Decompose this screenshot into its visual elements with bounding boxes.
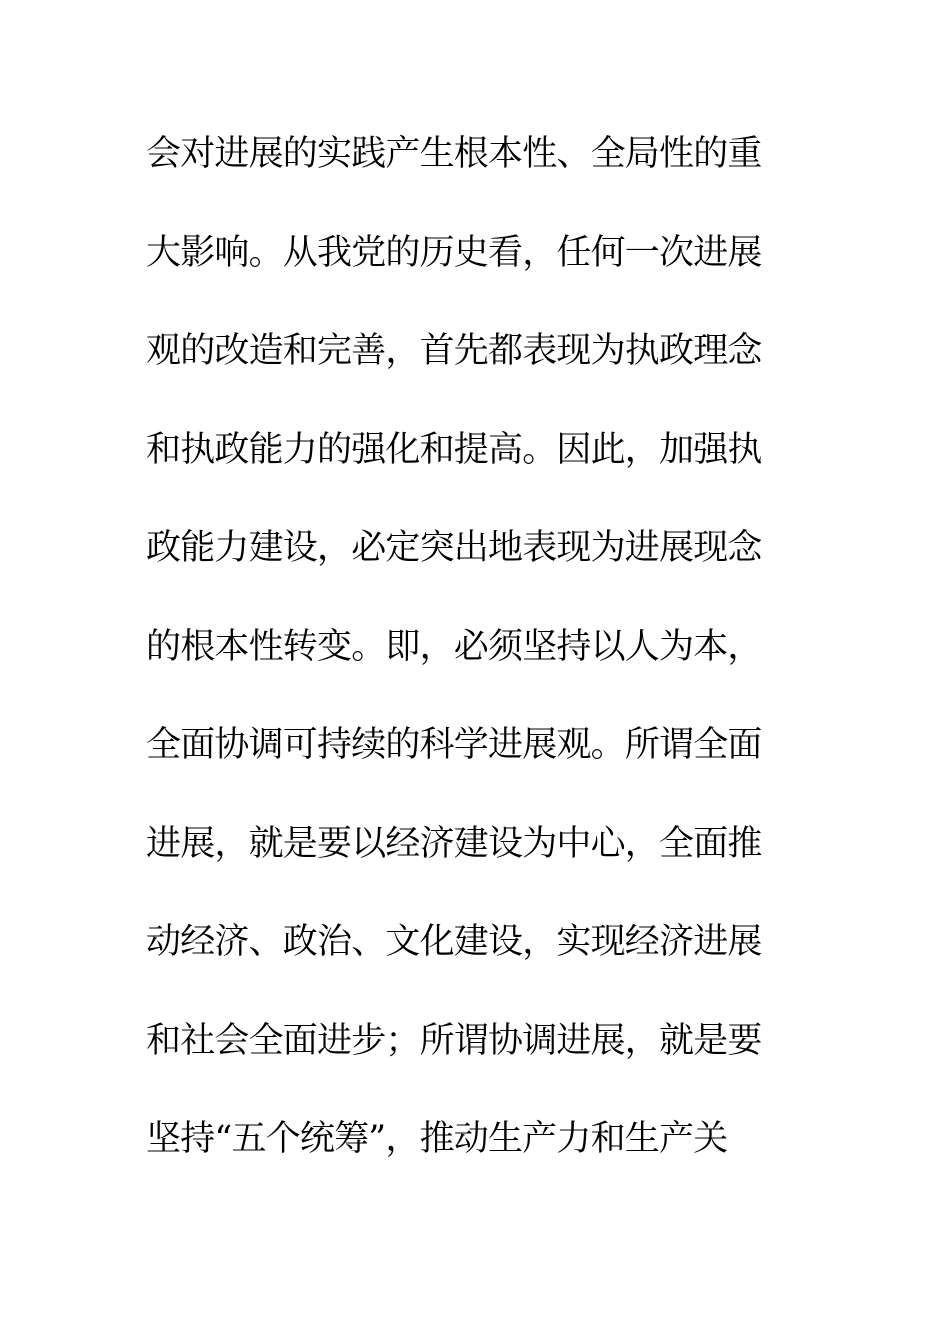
text-line-4: 和执政能力的强化和提高。因此，加强执: [146, 429, 762, 470]
text-line-7: 全面协调可持续的科学进展观。所谓全面: [146, 725, 762, 765]
text-line-5: 政能力建设，必定突出地表现为进展现念: [146, 528, 762, 568]
text-line-11: 坚持“五个统筹”，推动生产力和生产关: [146, 1119, 728, 1159]
text-line-2: 大影响。从我党的历史看，任何一次进展: [146, 232, 762, 273]
text-line-9: 动经济、政治、文化建设，实现经济进展: [146, 922, 762, 962]
body-text: [146, 126, 786, 1210]
text-line-3: 观的改造和完善，首先都表现为执政理念: [146, 331, 762, 371]
text-line-8: 进展，就是要以经济建设为中心，全面推: [146, 823, 762, 864]
text-line-6: 的根本性转变。即，必须坚持以人为本，: [146, 626, 762, 667]
text-line-1: 会对进展的实践产生根本性、全局性的重: [146, 134, 762, 174]
text-line-10: 和社会全面进步；所谓协调进展，就是要: [146, 1020, 762, 1061]
